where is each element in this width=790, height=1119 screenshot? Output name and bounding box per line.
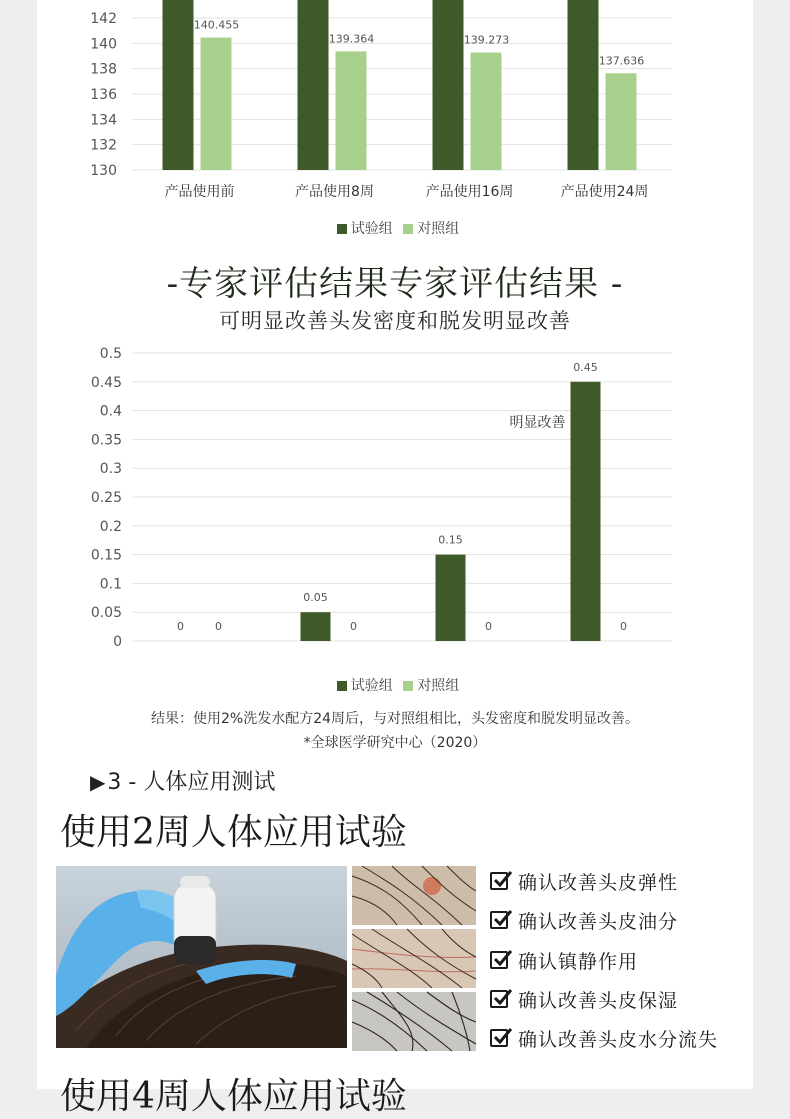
x-category-label: 产品使用24周 bbox=[560, 184, 649, 200]
test-bar bbox=[298, 0, 329, 170]
control-data-label: 0 bbox=[485, 620, 492, 633]
test-data-label: 0.45 bbox=[573, 360, 598, 374]
control-bar bbox=[471, 53, 502, 170]
checkbox-checked-icon bbox=[490, 990, 508, 1008]
legend2-control-swatch bbox=[403, 681, 413, 691]
check-label: 确认改善头皮保湿 bbox=[518, 989, 679, 1012]
test-bar bbox=[436, 555, 466, 641]
legend2-test-swatch bbox=[337, 681, 347, 691]
scalp-thumb-3 bbox=[352, 992, 476, 1051]
control-data-label: 140.455 bbox=[193, 18, 240, 32]
trial-4w-title: 使用4周人体应用试验 bbox=[60, 1076, 407, 1117]
control-data-label: 0 bbox=[350, 620, 357, 633]
check-item bbox=[490, 905, 678, 935]
legend-control-swatch bbox=[403, 224, 413, 234]
check-item bbox=[490, 945, 638, 975]
test-data-label: 0.15 bbox=[438, 533, 463, 547]
test-bar bbox=[433, 0, 464, 170]
legend2-control-label: 对照组 bbox=[417, 678, 460, 694]
expert-subtitle: 可明显改善头发密度和脱发明显改善 bbox=[219, 309, 571, 333]
control-data-label: 139.273 bbox=[463, 33, 510, 47]
chart1-legend bbox=[37, 218, 753, 238]
x-category-label: 产品使用8周 bbox=[295, 184, 374, 200]
legend2-test-label: 试验组 bbox=[350, 678, 393, 694]
y-tick-label: 132 bbox=[90, 137, 117, 154]
x-category-label: 产品使用前 bbox=[164, 184, 235, 200]
section-3-label: 3 - 人体应用测试 bbox=[107, 770, 276, 795]
control-data-label: 0 bbox=[620, 620, 627, 633]
test-data-label: 0.05 bbox=[303, 591, 328, 605]
y-tick-label: 138 bbox=[90, 61, 117, 78]
check-item bbox=[490, 866, 678, 896]
y-tick-label: 142 bbox=[90, 11, 117, 27]
improvement-bar-chart bbox=[37, 340, 753, 660]
density-bar-chart bbox=[37, 0, 753, 210]
check-label: 确认镇静作用 bbox=[518, 950, 639, 973]
y-tick-label: 0 bbox=[113, 634, 122, 650]
expert-title: -专家评估结果专家评估结果 - bbox=[166, 264, 624, 304]
section-3-heading bbox=[90, 765, 275, 796]
chart2-legend bbox=[37, 675, 753, 695]
test-bar bbox=[163, 0, 194, 170]
y-tick-label: 0.25 bbox=[90, 490, 122, 506]
legend-test-swatch bbox=[337, 224, 347, 234]
control-bar bbox=[336, 51, 367, 170]
checkbox-checked-icon bbox=[490, 1029, 508, 1047]
play-triangle-icon: ▶ bbox=[90, 770, 106, 794]
trial-2w-title: 使用2周人体应用试验 bbox=[60, 812, 407, 853]
checkbox-checked-icon bbox=[490, 872, 508, 890]
legend-test-label: 试验组 bbox=[350, 221, 393, 237]
y-tick-label: 136 bbox=[90, 87, 117, 103]
y-tick-label: 0.1 bbox=[99, 576, 122, 593]
y-tick-label: 134 bbox=[90, 112, 117, 129]
page-panel bbox=[37, 0, 753, 1117]
y-tick-label: 0.05 bbox=[90, 605, 122, 622]
test-bar bbox=[571, 382, 601, 641]
y-tick-label: 0.15 bbox=[90, 547, 122, 564]
legend-control-label: 对照组 bbox=[417, 221, 460, 237]
check-label: 确认改善头皮油分 bbox=[518, 910, 679, 933]
y-tick-label: 0.2 bbox=[99, 518, 122, 535]
test-data-label: 0 bbox=[177, 620, 184, 633]
check-item bbox=[490, 984, 678, 1014]
checkbox-checked-icon bbox=[490, 911, 508, 929]
checkbox-checked-icon bbox=[490, 951, 508, 969]
y-tick-label: 0.45 bbox=[90, 374, 122, 391]
scalp-thumb-2 bbox=[352, 929, 476, 988]
y-tick-label: 0.3 bbox=[99, 461, 122, 478]
control-data-label: 0 bbox=[215, 620, 222, 633]
control-bar bbox=[606, 73, 637, 170]
test-bar bbox=[568, 0, 599, 170]
control-data-label: 137.636 bbox=[598, 54, 645, 68]
y-tick-label: 0.35 bbox=[90, 432, 122, 449]
chart-annotation: 明显改善 bbox=[509, 415, 566, 432]
y-tick-label: 140 bbox=[90, 36, 117, 53]
scalp-scan-photo bbox=[56, 866, 347, 1048]
y-tick-label: 0.5 bbox=[99, 346, 122, 362]
result-note: 结果：使用2%洗发水配方24周后，与对照组相比，头发密度和脱发明显改善。 bbox=[150, 711, 640, 727]
control-data-label: 139.364 bbox=[328, 32, 375, 46]
check-label: 确认改善头皮弹性 bbox=[518, 871, 679, 894]
check-item bbox=[490, 1023, 718, 1053]
check-label: 确认改善头皮水分流失 bbox=[518, 1028, 719, 1051]
y-tick-label: 130 bbox=[90, 163, 117, 179]
y-tick-label: 0.4 bbox=[99, 403, 122, 420]
x-category-label: 产品使用16周 bbox=[425, 184, 514, 200]
scalp-scan-illustration bbox=[56, 866, 347, 1048]
scalp-thumb-1 bbox=[352, 866, 476, 925]
source-note: *全球医学研究中心（2020） bbox=[303, 735, 487, 751]
control-bar bbox=[201, 38, 232, 170]
test-bar bbox=[301, 612, 331, 641]
